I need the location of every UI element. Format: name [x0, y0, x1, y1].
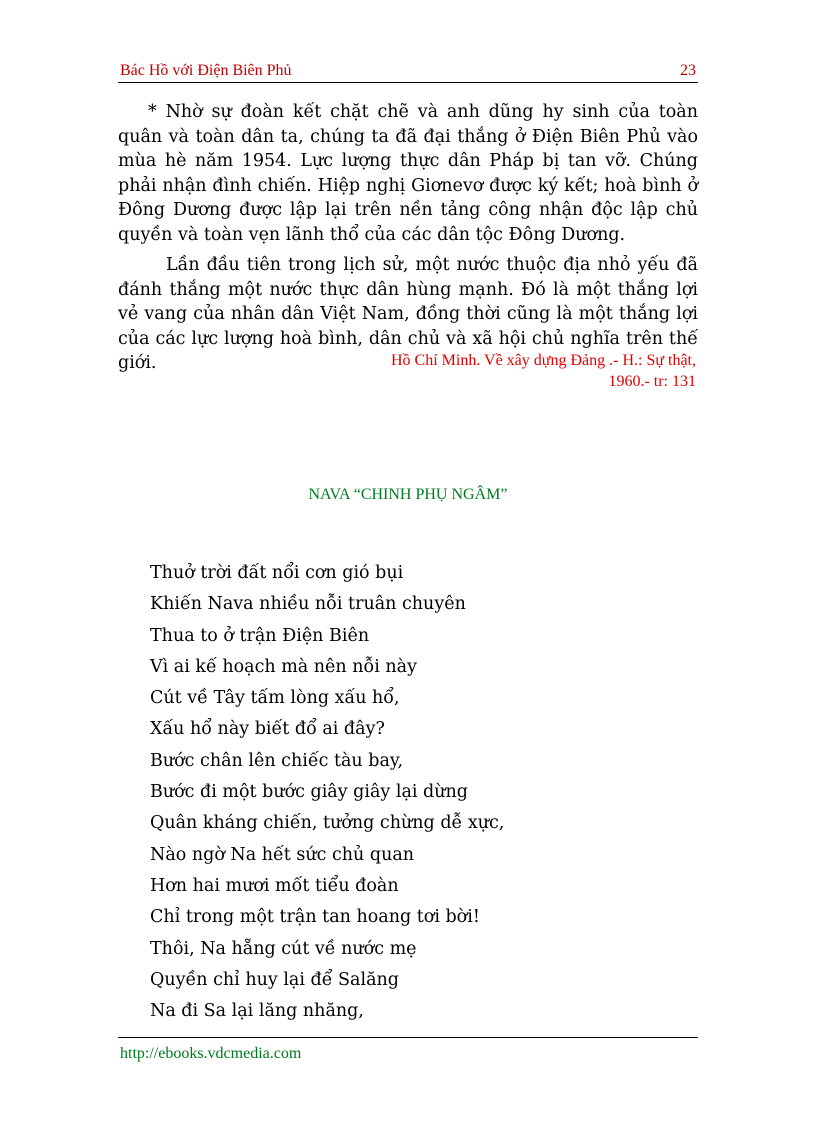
poem-line: Bước chân lên chiếc tàu bay,	[150, 750, 404, 771]
footer-link[interactable]: http://ebooks.vdcmedia.com	[120, 1045, 302, 1062]
page-number: 23	[680, 62, 696, 79]
poem-line: Quyền chỉ huy lại để Salăng	[150, 969, 399, 990]
poem-line: Thôi, Na hẵng cút về nước mẹ	[150, 938, 417, 959]
book-title: Bác Hồ với Điện Biên Phủ	[120, 62, 292, 79]
poem-line: Na đi Sa lại lăng nhăng,	[150, 1001, 364, 1022]
body-text	[118, 100, 698, 376]
poem-line: Thuở trời đất nổi cơn gió bụi	[150, 563, 404, 583]
poem-line: Bước đi một bước giây giây lại dừng	[150, 782, 468, 803]
poem-line: Thua to ở trận Điện Biên	[150, 625, 370, 646]
footer-divider	[118, 1037, 698, 1038]
poem-line: Quân kháng chiến, tưởng chừng dễ xực,	[150, 813, 505, 834]
citation-line: 1960.- tr: 131	[608, 373, 696, 390]
poem-line: Vì ai kế hoạch mà nên nỗi này	[150, 656, 417, 677]
citation	[118, 350, 696, 392]
page-header	[118, 60, 698, 83]
poem-line: Khiến Nava nhiều nỗi truân chuyên	[150, 594, 466, 615]
poem-line: Hơn hai mươi mốt tiểu đoàn	[150, 875, 399, 896]
poem-line: Cút về Tây tấm lòng xấu hổ,	[150, 688, 400, 709]
poem-line: Chỉ trong một trận tan hoang tơi bời!	[150, 907, 480, 928]
poem-title: NAVA “CHINH PHỤ NGÂM”	[308, 486, 508, 503]
poem-line: Xấu hổ này biết đổ ai đây?	[150, 719, 385, 740]
paragraph: Lần đầu tiên trong lịch sử, một nước thuộc địa nhỏ yếu đã đánh thắng một nước thực dân hùng mạnh. Đó là một thắng lợi vẻ vang của nhân dân Việt Nam, đồng thời cũng là một thắng lợi của các lực lượng hoà bình, dân chủ và xã hội chủ nghĩa trên thế giới.	[118, 255, 698, 373]
poem	[150, 561, 504, 1030]
paragraph: * Nhờ sự đoàn kết chặt chẽ và anh dũng hy sinh của toàn quân và toàn dân ta, chúng ta đã đại thắng ở Điện Biên Phủ vào mùa hè năm 1954. Lực lượng thực dân Pháp bị tan vỡ. Chúng phải nhận đình chiến. Hiệp nghị Giơnevơ được ký kết; hoà bình ở Đông Dương được lập lại trên nền tảng công nhận độc lập chủ quyền và toàn vẹn lãnh thổ của các dân tộc Đông Dương.	[118, 102, 698, 245]
citation-line: Hồ Chí Minh. Về xây dựng Đảng .- H.: Sự thật,	[390, 352, 696, 369]
poem-line: Nào ngờ Na hết sức chủ quan	[150, 844, 415, 865]
